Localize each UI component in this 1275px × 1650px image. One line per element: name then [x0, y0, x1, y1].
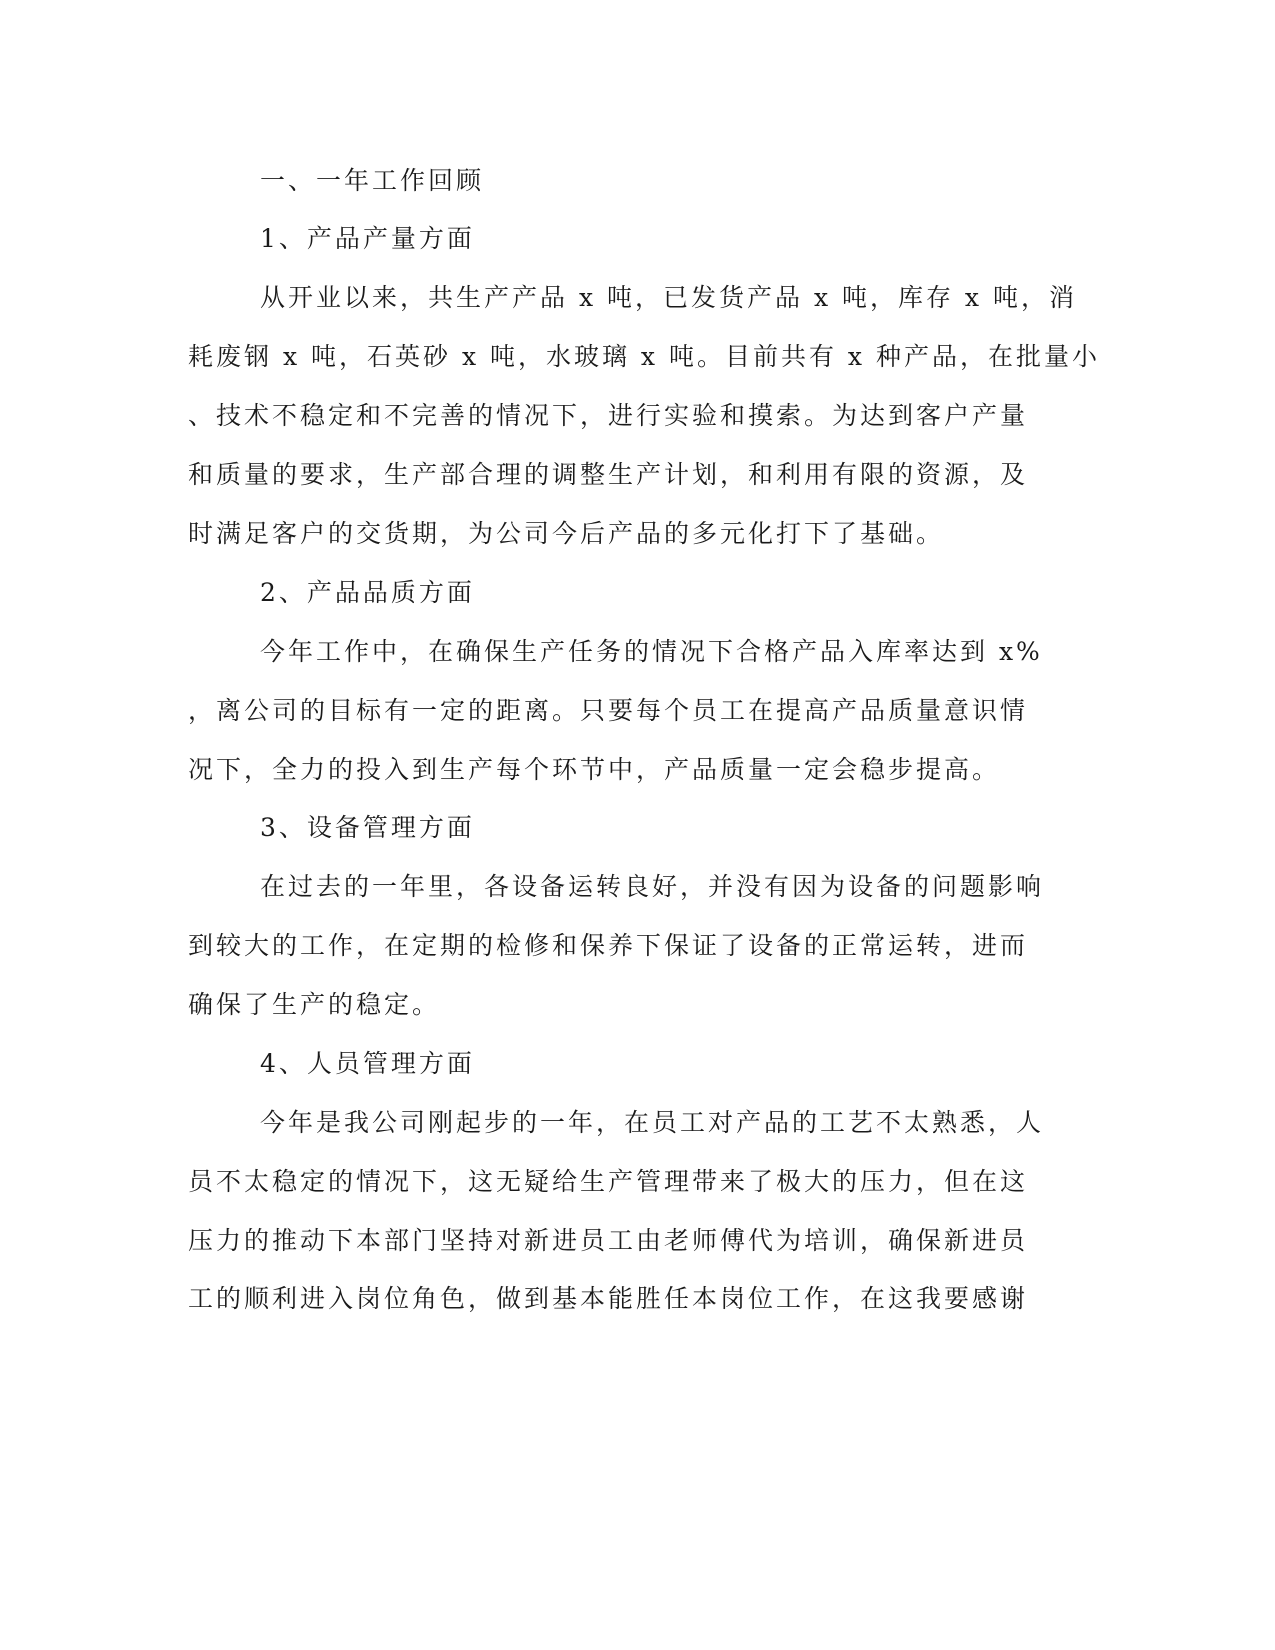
paragraph-line: 况下，全力的投入到生产每个环节中，产品质量一定会稳步提高。: [188, 755, 1001, 784]
heading-equipment-management: 3、设备管理方面: [260, 813, 475, 842]
paragraph-line: ，离公司的目标有一定的距离。只要每个员工在提高产品质量意识情: [188, 696, 1029, 725]
paragraph-line: 从开业以来，共生产产品 x 吨，已发货产品 x 吨，库存 x 吨，消: [260, 283, 1077, 312]
paragraph-line: 、技术不稳定和不完善的情况下，进行实验和摸索。为达到客户产量: [188, 401, 1029, 430]
paragraph-line: 工的顺利进入岗位角色，做到基本能胜任本岗位工作，在这我要感谢: [188, 1284, 1029, 1313]
paragraph-line: 员不太稳定的情况下，这无疑给生产管理带来了极大的压力，但在这: [188, 1167, 1029, 1196]
paragraph-line: 今年是我公司刚起步的一年，在员工对产品的工艺不太熟悉，人: [260, 1108, 1045, 1137]
paragraph-line: 时满足客户的交货期，为公司今后产品的多元化打下了基础。: [188, 519, 945, 548]
heading-product-output: 1、产品产量方面: [260, 224, 475, 253]
heading-product-quality: 2、产品品质方面: [260, 578, 475, 607]
paragraph-line: 和质量的要求，生产部合理的调整生产计划，和利用有限的资源，及: [188, 460, 1029, 489]
section-title: 一、一年工作回顾: [260, 166, 485, 195]
paragraph-line: 确保了生产的稳定。: [188, 990, 441, 1019]
paragraph-line: 耗废钢 x 吨，石英砂 x 吨，水玻璃 x 吨。目前共有 x 种产品，在批量小: [188, 342, 1100, 371]
heading-personnel-management: 4、人员管理方面: [260, 1049, 475, 1078]
paragraph-line: 到较大的工作，在定期的检修和保养下保证了设备的正常运转，进而: [188, 931, 1029, 960]
paragraph-line: 在过去的一年里，各设备运转良好，并没有因为设备的问题影响: [260, 872, 1045, 901]
paragraph-line: 今年工作中，在确保生产任务的情况下合格产品入库率达到 x%: [260, 637, 1043, 666]
paragraph-line: 压力的推动下本部门坚持对新进员工由老师傅代为培训，确保新进员: [188, 1226, 1029, 1255]
